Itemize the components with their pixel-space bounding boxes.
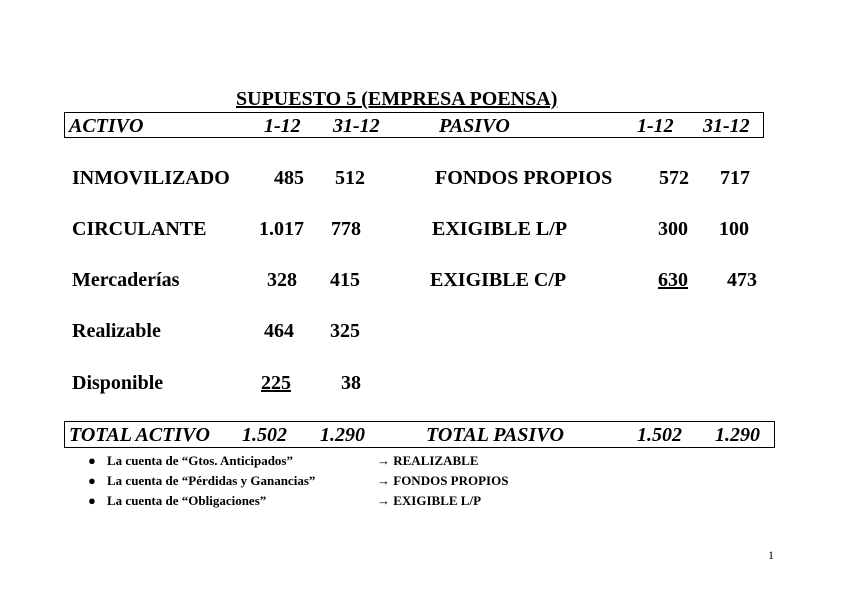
note-text: La cuenta de “Pérdidas y Ganancias”	[107, 473, 316, 488]
total-pasivo-value: 1.290	[715, 424, 760, 446]
activo-row-value: 778	[331, 218, 361, 240]
total-pasivo-label: TOTAL PASIVO	[426, 424, 564, 446]
header-pasivo: PASIVO	[439, 115, 510, 137]
header-pasivo-col2: 31-12	[703, 115, 750, 137]
header-pasivo-col1: 1-12	[637, 115, 674, 137]
activo-row-value: 464	[264, 320, 294, 342]
total-activo-label: TOTAL ACTIVO	[69, 424, 210, 446]
activo-row-label: Disponible	[72, 372, 164, 394]
pasivo-row-value: 473	[727, 269, 757, 291]
activo-row-value: 512	[335, 167, 365, 189]
activo-row-label: Realizable	[72, 320, 161, 342]
total-pasivo-value: 1.502	[637, 424, 682, 446]
activo-row-value: 38	[341, 372, 361, 394]
activo-row-label: Mercaderías	[72, 269, 180, 291]
activo-row-value: 328	[267, 269, 297, 291]
pasivo-row-value: 572	[659, 167, 689, 189]
activo-row-label: CIRCULANTE	[72, 218, 207, 240]
bullet-icon: ●	[88, 473, 96, 488]
note-target: → FONDOS PROPIOS	[377, 473, 509, 488]
activo-row-value: 325	[330, 320, 360, 342]
activo-row-value: 225	[261, 372, 291, 394]
pasivo-row-value: 100	[719, 218, 749, 240]
note-target: → REALIZABLE	[377, 453, 479, 468]
pasivo-row-label: FONDOS PROPIOS	[435, 167, 613, 189]
activo-row-label: INMOVILIZADO	[72, 167, 230, 189]
pasivo-row-label: EXIGIBLE C/P	[430, 269, 567, 291]
header-activo: ACTIVO	[69, 115, 144, 137]
note-text: La cuenta de “Gtos. Anticipados”	[107, 453, 293, 468]
header-activo-col1: 1-12	[264, 115, 301, 137]
activo-row-value: 485	[274, 167, 304, 189]
pasivo-row-value: 717	[720, 167, 750, 189]
note-target: → EXIGIBLE L/P	[377, 493, 482, 508]
page-number: 1	[768, 548, 774, 562]
activo-row-value-underlined	[261, 372, 361, 395]
pasivo-row-label: EXIGIBLE L/P	[432, 218, 568, 240]
pasivo-row-value: 300	[658, 218, 688, 240]
activo-row-value: 415	[330, 269, 360, 291]
note-text: La cuenta de “Obligaciones”	[107, 493, 267, 508]
total-activo-value: 1.290	[320, 424, 365, 446]
bullet-icon: ●	[88, 453, 96, 468]
header-activo-col2: 31-12	[333, 115, 380, 137]
bullet-icon: ●	[88, 493, 96, 508]
total-activo-value: 1.502	[242, 424, 287, 446]
pasivo-row-value: 630	[658, 269, 688, 291]
document-title: SUPUESTO 5 (EMPRESA POENSA)	[236, 88, 558, 110]
pasivo-row-value-underlined	[658, 269, 757, 292]
activo-row-value: 1.017	[259, 218, 304, 240]
